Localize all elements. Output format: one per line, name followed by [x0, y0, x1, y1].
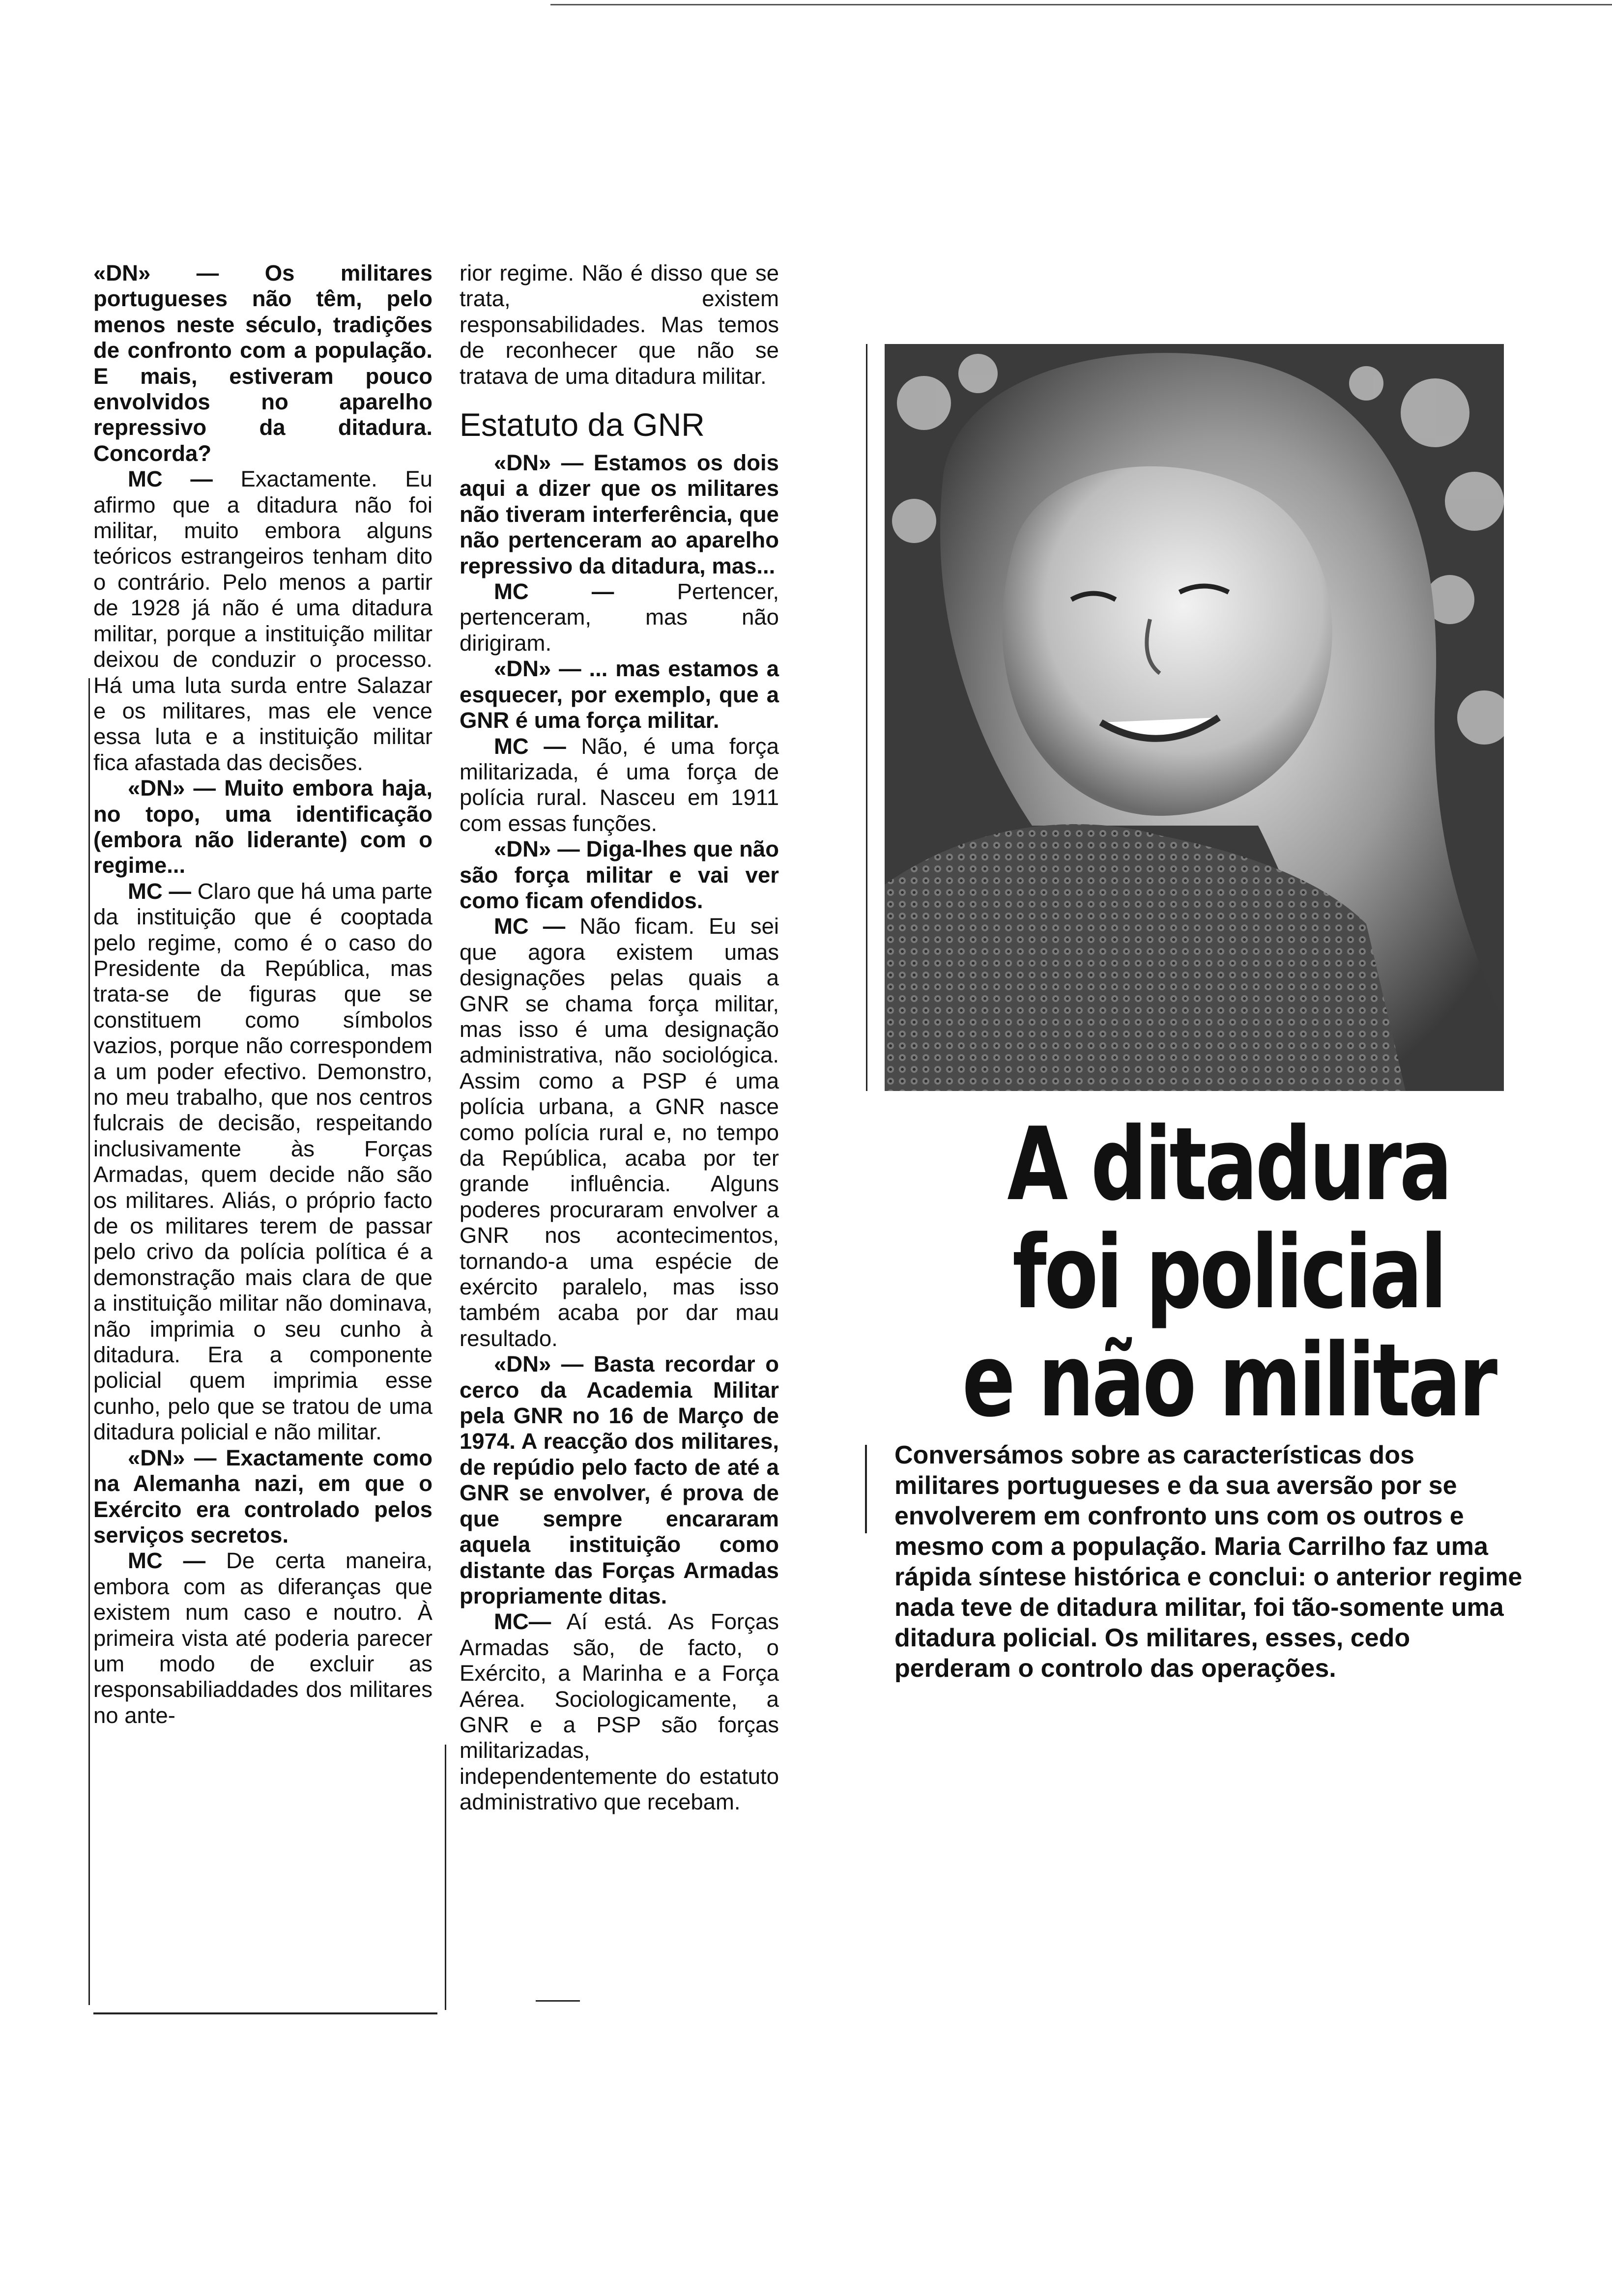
headline-left-rule — [866, 344, 867, 1091]
article-column-2 — [460, 260, 779, 1815]
section-subheading: Estatuto da GNR — [460, 406, 705, 443]
lede-paragraph: Conversámos sobre as características dos militares portugueses e da sua aversão por se envolverem em confronto uns com os outros e mesmo com a população. Maria Carrilho faz uma rápida síntese histórica e conclui: o anterior regime nada teve de ditadura militar, foi tão-somente uma ditadura policial. Os militares, esses, cedo perderam o controlo das operações. — [894, 1441, 1523, 1683]
answer-4 — [460, 579, 779, 656]
answer-2 — [93, 879, 432, 1445]
portrait-photo — [885, 344, 1504, 1091]
answer-3 — [93, 1548, 432, 1728]
column-2-left-rule — [445, 1745, 446, 2010]
question-3: «DN» — Exactamente como na Alemanha nazi, em que o Exército era controlado pelos serviços secretos. — [93, 1445, 432, 1548]
portrait-illustration — [885, 344, 1504, 1091]
speaker-label: MC — — [128, 878, 191, 904]
answer-text: Não, é uma força militarizada, é uma força de polícia rural. Nasceu em 1911 com essas funções. — [460, 733, 779, 836]
question-1: «DN» — Os militares portugueses não têm, pelo menos neste século, tradições de confronto com a população. E mais, estiveram pouco envolvidos no aparelho repressivo da ditadura. Concorda? — [93, 260, 432, 466]
question-5: «DN» — ... mas estamos a esquecer, por exemplo, que a GNR é uma força militar. — [460, 656, 779, 733]
answer-text: Não ficam. Eu sei que agora existem umas designações pelas quais a GNR se chama força militar, mas isso é uma designação administrativa, não sociológica. Assim como a PSP é uma polícia urbana, a GNR nasce como polícia rural e, no tempo da República, acaba por ter grande influência. Alguns poderes procuraram envolver a GNR nos acontecimentos, tornando-a uma espécie de exército paralelo, mas isso também acaba por dar mau resultado. — [460, 914, 779, 1351]
headline-line-3: e não militar — [962, 1322, 1496, 1439]
answer-text: De certa maneira, embora com as diferanças que existem num caso e noutro. À primeira vista até poderia parecer um modo de excluir as responsabiliaddades dos militares no ante- — [93, 1548, 432, 1728]
speaker-label: MC — — [128, 1548, 206, 1574]
question-7: «DN» — Basta recordar o cerco da Academia Militar pela GNR no 16 de Março de 1974. A reacção dos militares, de repúdio pelo facto de até a GNR se envolver, é prova de que sempre encararam aquela instituição como distante das Forças Armadas propriamente ditas. — [460, 1351, 779, 1608]
top-edge-line — [550, 4, 1612, 5]
question-2: «DN» — Muito embora haja, no topo, uma identificação (embora não liderante) com o regime... — [93, 775, 432, 878]
continuation-text: rior regime. Não é disso que se trata, existem responsabilidades. Mas temos de reconhecer que não se tratava de uma ditadura militar. — [460, 260, 779, 389]
speaker-label: MC — — [494, 733, 566, 759]
answer-5 — [460, 734, 779, 837]
speaker-label: MC— — [494, 1609, 551, 1635]
column-2-end-mark — [536, 2000, 580, 2002]
headline — [960, 1106, 1497, 1439]
answer-text: Aí está. As Forças Armadas são, de facto, o Exército, a Marinha e a Força Aérea. Sociologicamente, a GNR e a PSP são forças militarizadas, independentemente do estatuto administrativo que recebam. — [460, 1609, 779, 1815]
lede-left-rule — [865, 1445, 867, 1533]
headline-line-2: foi policial — [1012, 1214, 1445, 1331]
column-1-left-rule — [88, 678, 90, 2005]
column-1-bottom-rule — [93, 2012, 437, 2014]
face-shape — [1002, 466, 1332, 816]
answer-text: Exactamente. Eu afirmo que a ditadura não foi militar, muito embora alguns teóricos estrangeiros tenham dito o contrário. Pelo menos a partir de 1928 já não é uma ditadura militar, porque a instituição militar deixou de conduzir o processo. Há uma luta surda entre Salazar e os militares, mas ele vence essa luta e a instituição militar fica afastada das decisões. — [93, 466, 432, 775]
answer-6 — [460, 914, 779, 1351]
question-4: «DN» — Estamos os dois aqui a dizer que os militares não tiveram interferência, que não pertenceram ao aparelho repressivo da ditadura, mas... — [460, 450, 779, 578]
answer-text: Pertencer, pertenceram, mas não dirigiram. — [460, 579, 779, 656]
question-6: «DN» — Diga-lhes que não são força militar e vai ver como ficam ofendidos. — [460, 836, 779, 913]
answer-text: Claro que há uma parte da instituição que é cooptada pelo regime, como é o caso do Presidente da República, mas trata-se de figuras que se constituem como símbolos vazios, porque não correspondem a um poder efectivo. Demonstro, no meu trabalho, que nos centros fulcrais de decisão, respeitando inclusivamente às Forças Armadas, quem decide não são os militares. Aliás, o próprio facto de os militares terem de passar pelo crivo da polícia política é a demonstração mais clara de que a instituição militar não dominava, não imprimia o seu cunho à ditadura. Era a componente policial quem imprimia esse cunho, pelo que se tratou de uma ditadura policial e não militar. — [93, 878, 432, 1445]
article-column-1 — [93, 260, 432, 1728]
speaker-label: MC — — [494, 914, 566, 939]
speaker-label: MC — — [128, 466, 213, 492]
answer-1 — [93, 466, 432, 775]
answer-7 — [460, 1609, 779, 1815]
speaker-label: MC — — [494, 579, 614, 604]
headline-line-1: A ditadura — [1007, 1106, 1450, 1223]
